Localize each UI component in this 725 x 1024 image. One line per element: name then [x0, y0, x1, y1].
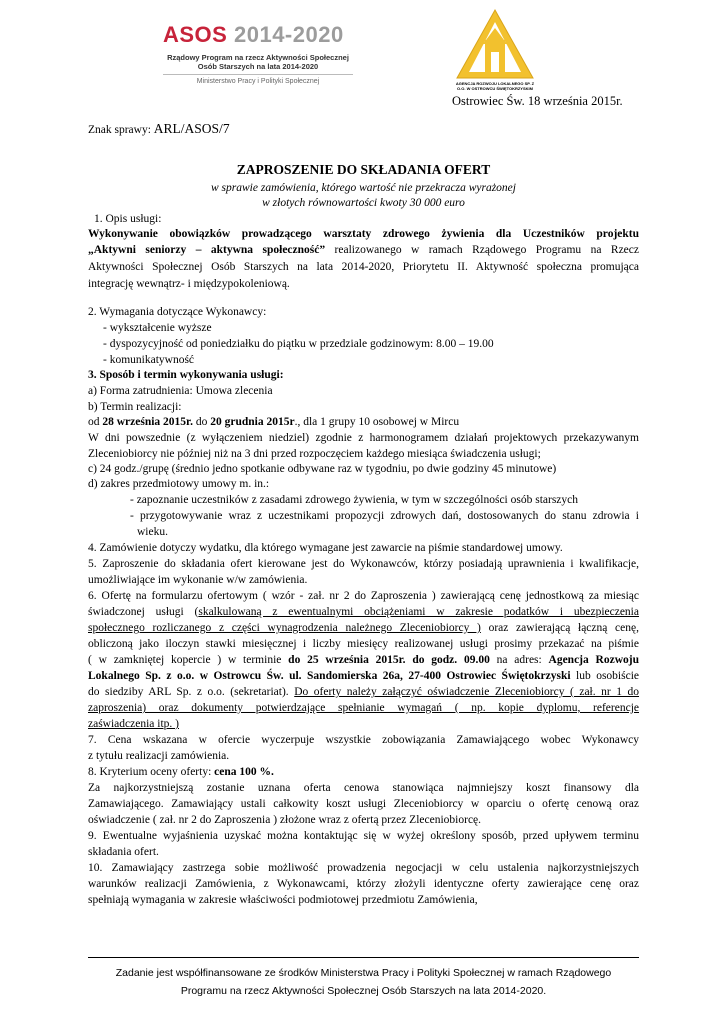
section8-line1 [88, 765, 274, 779]
asos-brand: ASOS [163, 22, 228, 47]
section1-line4: integrację wewnątrz- i międzypokoleniową. [88, 278, 290, 290]
subtitle-line1: w sprawie zamówienia, którego wartość nie przekracza wyrażonej [211, 182, 516, 194]
asos-program-line2: Osób Starszych na lata 2014-2020 [197, 62, 319, 71]
place-date: Ostrowiec Św. 18 września 2015r. [452, 94, 623, 108]
section3-b: b) Termin realizacji: [88, 401, 182, 413]
section1-line3: Aktywności Społecznej Osób Starszych na lata 2014-2020, Priorytetu II. Aktywność społeczna promująca [88, 261, 639, 273]
subtitle-line2: w złotych równowartości kwoty 30 000 euro [262, 197, 465, 209]
requirement-item: - wykształcenie wyższe [103, 322, 212, 334]
section1-line2 [88, 243, 639, 257]
section6-line2 [88, 605, 639, 619]
section7-line2: z tytułu realizacji zamówienia. [88, 750, 230, 762]
section5-line1: 5. Zaproszenie do składania ofert kierowane jest do Wykonawców, którzy posiadają uprawnienia i kwalifikacje, [88, 558, 639, 570]
deadline: do 25 września 2015r. do godz. 09.00 [288, 654, 490, 666]
asos-logo-title [163, 22, 344, 48]
date-to-label: do [192, 416, 211, 428]
arl-logo-text: AGENCJA ROZWOJU LOKALNEGO SP. Z O.O. W OSTROWCU ŚWIĘTOKRZYSKIM [455, 81, 535, 91]
criterion-value: cena 100 %. [214, 766, 274, 778]
section6-line2-start: świadczonej usługi ( [88, 606, 199, 618]
scope-item: - przygotowywanie wraz z uczestnikami propozycji zdrowych dań, dostosowanych do stanu zdrowia i [130, 510, 639, 522]
requirement-item: - komunikatywność [103, 354, 195, 366]
section2-heading: 2. Wymagania dotyczące Wykonawcy: [88, 306, 267, 318]
section1-heading: 1. Opis usługi: [94, 213, 162, 225]
asos-years: 2014-2020 [233, 22, 344, 47]
requirement-item: - dyspozycyjność od poniedziałku do piątku w przedziale godzinowym: 8.00 – 19.00 [103, 338, 494, 350]
scope-item-cont: wieku. [137, 526, 168, 538]
asos-logo [163, 22, 363, 86]
section1-line2-rest: realizowanego w ramach Rządowego Programu na Rzecz [325, 244, 639, 256]
section6-line5-start: ( w zamkniętej kopercie ) w terminie [88, 654, 289, 666]
section3-c: c) 24 godz./grupę (średnio jedno spotkanie odbywane raz w tygodniu, po dwie godziny 45 minutowe) [88, 463, 557, 475]
section6-line5 [88, 653, 639, 667]
arl-logo-icon [455, 8, 535, 80]
asos-program-line1: Rządowy Program na rzecz Aktywności Społecznej [167, 53, 349, 62]
section10-line1: 10. Zamawiający zastrzega sobie możliwość prowadzenia negocjacji w celu ustalenia najkorzystniejszych [88, 862, 639, 874]
agency-address: Lokalnego Sp. z o.o. w Ostrowcu Św. ul. Sandomierska 26a, 27-400 Ostrowiec Świętokrzyski [88, 670, 571, 682]
section10-line2: warunków realizacji Zamówienia, z Wykonawcami, którzy złożyli identyczne oferty zawierające cenę oraz [88, 878, 639, 890]
section6-underlined: skalkulowaną z ewentualnymi obciążeniami w zakresie podatków i ubezpieczenia [198, 606, 639, 618]
criterion-label: 8. Kryterium oceny oferty: [88, 766, 215, 778]
page-title: ZAPROSZENIE DO SKŁADANIA OFERT [236, 162, 491, 177]
section6-line6-rest: lub osobiście [570, 670, 639, 682]
section3-p1-line2: Zleceniobiorcy nie później niż na 3 dni przed rozpoczęciem każdego miesiąca świadczenia usługi; [88, 448, 541, 460]
case-number: ARL/ASOS/7 [153, 121, 230, 136]
section8-line4: oświadczenie ( zał. nr 2 do Zaproszenia ) złożone wraz z ofertą przez Zleceniobiorcę. [88, 814, 482, 826]
section9-line1: 9. Ewentualne wyjaśnienia uzyskać można kontaktując się w wyżej określony sposób, przed upływem terminu [88, 830, 639, 842]
address-label: na adres: [489, 654, 549, 666]
section6-line4: obliczoną jako iloczyn stawki miesięcznej i liczby miesięcy realizowanej usługi prosimy przekazać na piśmie [88, 638, 639, 650]
section8-line2: Za najkorzystniejszą zostanie uznana oferta cenowa stanowiąca najmniejszy koszt finansowy dla [88, 782, 639, 794]
footer-line1: Zadanie jest współfinansowane ze środków Ministerstwa Pracy i Polityki Społecznej w ramach Rządowego [115, 967, 612, 979]
agency-name: Agencja Rozwoju [548, 654, 639, 666]
section6-line9: zaświadczenia itp. ) [88, 718, 179, 730]
section3-heading: 3. Sposób i termin wykonywania usługi: [88, 369, 284, 381]
end-date: 20 grudnia 2015r [210, 416, 295, 428]
project-name: „Aktywni seniorzy – aktywna społeczność” [88, 244, 326, 256]
section5-line2: umożliwiające im wykonanie w/w zamówienia. [88, 574, 308, 586]
section6-line6 [88, 669, 639, 683]
case-number-line [88, 122, 230, 137]
section3-a: a) Forma zatrudnienia: Umowa zlecenia [88, 385, 273, 397]
footer-line2: Programu na rzecz Aktywności Społecznej Osób Starszych na lata 2014-2020. [180, 985, 547, 997]
section10-line3: spełniają wymagania w zakresie właściwości podmiotowej przedmiotu Zamówienia, [88, 894, 478, 906]
group-info: ., dla 1 grupy 10 osobowej w Mircu [294, 416, 460, 428]
section6-line3 [88, 621, 639, 635]
section1-line1: Wykonywanie obowiązków prowadzącego warsztaty zdrowego żywienia dla Uczestników projektu [88, 228, 639, 240]
scope-item: - zapoznanie uczestników z zasadami zdrowego żywienia, w tym w szczególności osób starszych [130, 494, 579, 506]
section7-line1: 7. Cena wskazana w ofercie wyczerpuje wszystkie zobowiązania Zamawiającego wobec Wykonawcy [88, 734, 639, 746]
date-from-label: od [88, 416, 103, 428]
section6-line7 [88, 685, 639, 699]
section6-underlined: społecznego rozliczanego z części wynagrodzenia należnego Zleceniobiorcy ) [88, 622, 481, 634]
section3-p1-line1: W dni powszednie (z wyłączeniem niedziel) zgodnie z harmonogramem działań projektowych przekazywanym [88, 432, 639, 444]
case-label: Znak sprawy: [88, 124, 151, 136]
section3-d: d) zakres przedmiotowy umowy m. in.: [88, 478, 270, 490]
section6-line7-start: do siedziby ARL Sp. z o.o. (sekretariat). [88, 686, 295, 698]
start-date: 28 września 2015r. [102, 416, 193, 428]
section6-line3-rest: oraz zawierającą łączną cenę, [480, 622, 639, 634]
section6-underlined: Do oferty należy załączyć oświadczenie Zleceniobiorcy ( zał. nr 1 do [294, 686, 640, 698]
asos-divider [163, 74, 353, 75]
section6-line8: zaproszenia) oraz dokumenty potwierdzające spełnianie wymagań ( np. kopie dyplomu, referencje [88, 702, 639, 714]
section6-line1: 6. Ofertę na formularzu ofertowym ( wzór - zał. nr 2 do Zaproszenia ) zawierającą cenę jednostkową za miesiąc [88, 590, 639, 602]
section4: 4. Zamówienie dotyczy wydatku, dla którego wymagane jest zawarcie na piśmie standardowej umowy. [88, 542, 563, 554]
section9-line2: składania ofert. [88, 846, 159, 858]
section8-line3: Zamawiającego. Zamawiający ustali całkowity koszt usługi Zleceniobiorcy w oparciu o ofertę cenową oraz [88, 798, 639, 810]
footer-divider [88, 957, 639, 958]
arl-logo [455, 8, 535, 93]
ministry-label: Ministerstwo Pracy i Polityki Społecznej [196, 78, 320, 85]
section3-b-dates [88, 415, 459, 429]
